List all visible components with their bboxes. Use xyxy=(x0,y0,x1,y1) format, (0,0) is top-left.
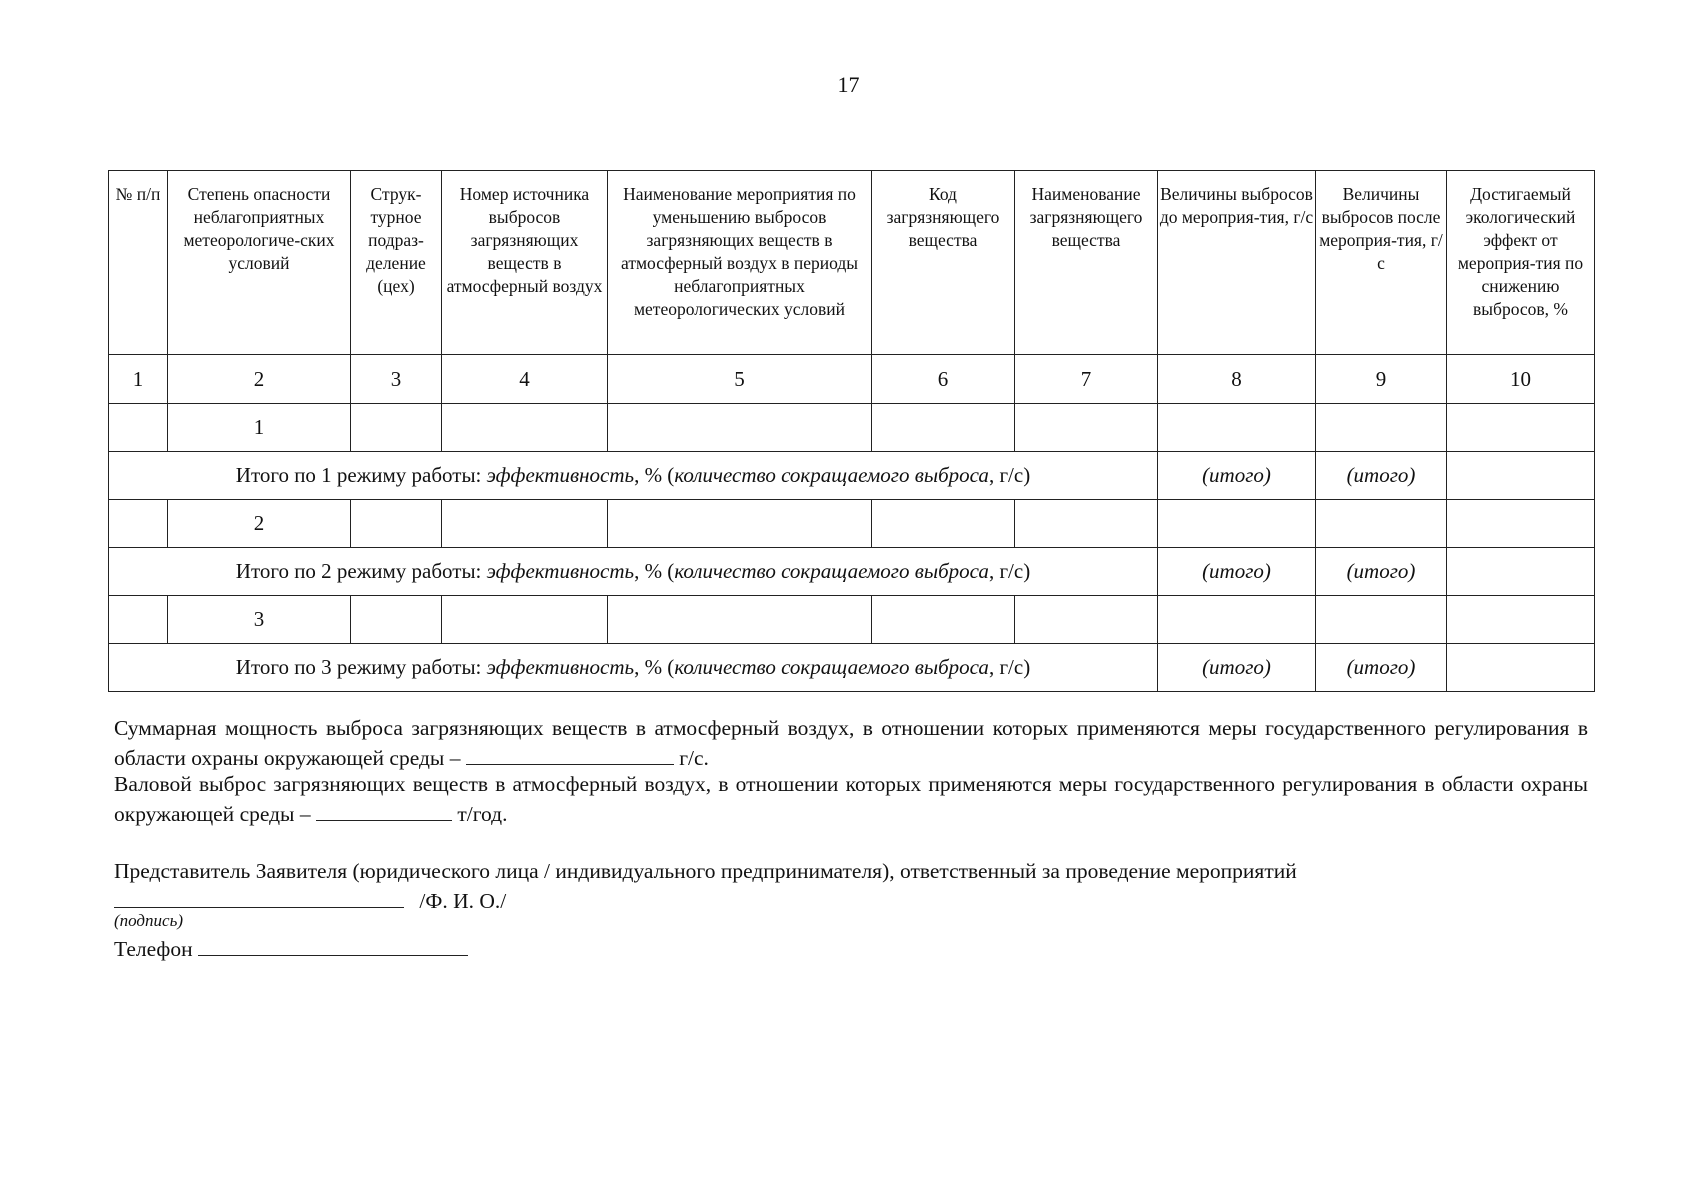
signature-caption: (подпись) xyxy=(114,911,183,930)
empty-cell xyxy=(1447,596,1595,644)
total-before: (итого) xyxy=(1158,644,1316,692)
empty-cell xyxy=(1316,404,1447,452)
empty-cell xyxy=(1447,548,1595,596)
gross-paragraph xyxy=(114,770,1588,828)
mode-total-label xyxy=(109,548,1158,596)
mode-row xyxy=(109,500,1595,548)
mode-number: 3 xyxy=(168,596,351,644)
total-after: (итого) xyxy=(1316,644,1447,692)
empty-cell xyxy=(1316,500,1447,548)
total-mid: , % ( xyxy=(634,655,675,679)
total-efficiency: эффективность xyxy=(486,463,635,487)
empty-cell xyxy=(1015,500,1158,548)
empty-cell xyxy=(109,404,168,452)
empty-cell xyxy=(351,596,442,644)
column-number: 3 xyxy=(351,355,442,404)
total-amount: количество сокращаемого выброса xyxy=(674,559,989,583)
empty-cell xyxy=(109,500,168,548)
signature-line xyxy=(114,885,506,914)
column-number: 5 xyxy=(608,355,872,404)
column-number: 8 xyxy=(1158,355,1316,404)
name-label: /Ф. И. О./ xyxy=(419,889,507,913)
empty-cell xyxy=(1316,596,1447,644)
total-after: (итого) xyxy=(1316,452,1447,500)
empty-cell xyxy=(1015,404,1158,452)
empty-cell xyxy=(608,404,872,452)
empty-cell xyxy=(351,500,442,548)
empty-cell xyxy=(1158,500,1316,548)
measures-table xyxy=(108,170,1595,692)
column-number: 1 xyxy=(109,355,168,404)
header-cell: Величины выбросов после мероприя-тия, г/с xyxy=(1316,171,1447,355)
empty-cell xyxy=(442,404,608,452)
summary-text: Суммарная мощность выброса загрязняющих веществ в атмосферный воздух, в отношении которых применяются меры государственного регулирования в области охраны окружающей среды – xyxy=(114,716,1588,770)
total-before: (итого) xyxy=(1158,452,1316,500)
column-number: 2 xyxy=(168,355,351,404)
header-cell: № п/п xyxy=(109,171,168,355)
column-number: 6 xyxy=(872,355,1015,404)
phone-line xyxy=(114,933,468,962)
total-amount: количество сокращаемого выброса xyxy=(674,655,989,679)
total-prefix: Итого по 2 режиму работы: xyxy=(235,559,487,583)
mode-number: 1 xyxy=(168,404,351,452)
total-after: (итого) xyxy=(1316,548,1447,596)
total-prefix: Итого по 1 режиму работы: xyxy=(235,463,487,487)
empty-cell xyxy=(1158,404,1316,452)
empty-cell xyxy=(109,596,168,644)
phone-blank[interactable] xyxy=(198,933,468,956)
total-mid: , % ( xyxy=(634,463,675,487)
mode-row xyxy=(109,596,1595,644)
empty-cell xyxy=(872,596,1015,644)
total-amount: количество сокращаемого выброса xyxy=(674,463,989,487)
empty-cell xyxy=(351,404,442,452)
header-cell: Код загрязняющего вещества xyxy=(872,171,1015,355)
empty-cell xyxy=(608,596,872,644)
total-efficiency: эффективность xyxy=(486,655,635,679)
total-suffix: , г/с) xyxy=(988,559,1031,583)
empty-cell xyxy=(608,500,872,548)
mode-total-row xyxy=(109,548,1595,596)
empty-cell xyxy=(442,596,608,644)
gross-blank[interactable] xyxy=(316,798,452,821)
header-cell: Степень опасности неблагоприятных метеорологиче-ских условий xyxy=(168,171,351,355)
empty-cell xyxy=(1447,404,1595,452)
empty-cell xyxy=(1447,452,1595,500)
empty-cell xyxy=(442,500,608,548)
mode-row xyxy=(109,404,1595,452)
mode-total-label xyxy=(109,644,1158,692)
phone-label: Телефон xyxy=(114,937,193,961)
page-number: 17 xyxy=(837,72,860,97)
summary-unit: г/с. xyxy=(679,746,709,770)
mode-total-row xyxy=(109,644,1595,692)
mode-number: 2 xyxy=(168,500,351,548)
empty-cell xyxy=(872,500,1015,548)
header-cell: Струк-турное подраз-деление (цех) xyxy=(351,171,442,355)
column-number-row xyxy=(109,355,1595,404)
empty-cell xyxy=(1447,644,1595,692)
column-number: 10 xyxy=(1447,355,1595,404)
header-cell: Величины выбросов до мероприя-тия, г/с xyxy=(1158,171,1316,355)
signature-blank[interactable] xyxy=(114,885,404,908)
header-cell: Наименование мероприятия по уменьшению выбросов загрязняющих веществ в атмосферный воздух в периоды неблагоприятных метеорологических условий xyxy=(608,171,872,355)
total-suffix: , г/с) xyxy=(988,463,1031,487)
summary-paragraph xyxy=(114,714,1588,772)
mode-total-row xyxy=(109,452,1595,500)
total-suffix: , г/с) xyxy=(988,655,1031,679)
total-mid: , % ( xyxy=(634,559,675,583)
empty-cell xyxy=(1158,596,1316,644)
mode-total-label xyxy=(109,452,1158,500)
column-number: 4 xyxy=(442,355,608,404)
header-cell: Наименование загрязняющего вещества xyxy=(1015,171,1158,355)
empty-cell xyxy=(1447,500,1595,548)
total-before: (итого) xyxy=(1158,548,1316,596)
total-efficiency: эффективность xyxy=(486,559,635,583)
gross-text: Валовой выброс загрязняющих веществ в атмосферный воздух, в отношении которых применяются меры государственного регулирования в области охраны окружающей среды – xyxy=(114,772,1588,826)
table-header-row xyxy=(109,171,1595,355)
empty-cell xyxy=(1015,596,1158,644)
summary-blank[interactable] xyxy=(466,742,674,765)
column-number: 7 xyxy=(1015,355,1158,404)
total-prefix: Итого по 3 режиму работы: xyxy=(235,655,487,679)
column-number: 9 xyxy=(1316,355,1447,404)
gross-unit: т/год. xyxy=(457,802,508,826)
empty-cell xyxy=(872,404,1015,452)
header-cell: Номер источника выбросов загрязняющих веществ в атмосферный воздух xyxy=(442,171,608,355)
header-cell: Достигаемый экологический эффект от мероприя-тия по снижению выбросов, % xyxy=(1447,171,1595,355)
representative-paragraph: Представитель Заявителя (юридического лица / индивидуального предпринимателя), ответственный за проведение мероприятий xyxy=(114,859,1297,883)
